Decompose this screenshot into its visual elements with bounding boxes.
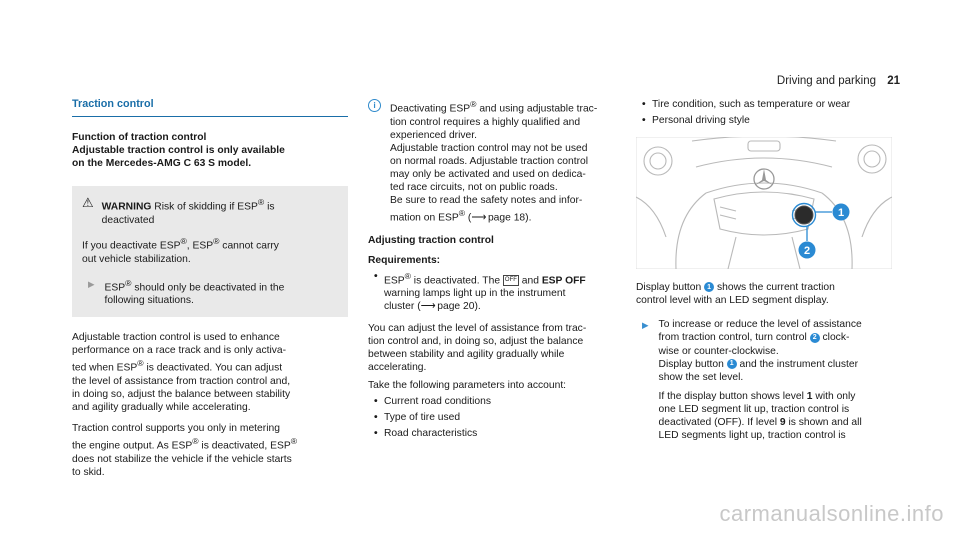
- steering-wheel-svg: [636, 137, 892, 269]
- warning-box: [72, 186, 348, 317]
- level-value: 1: [806, 390, 813, 402]
- text-fragment: and the instrument cluster: [736, 358, 859, 370]
- display-button-control: [793, 204, 816, 227]
- function-heading: Function of traction control: [72, 132, 207, 144]
- param-text: Type of tire used: [384, 412, 461, 424]
- step-instruction: [636, 318, 892, 442]
- text-line: Adjustable traction control is used to enhance: [72, 332, 280, 344]
- page-pointer-icon: ⟶: [420, 301, 435, 313]
- text-fragment: clock-: [819, 332, 850, 344]
- text-fragment: and using adjustable trac-: [476, 103, 598, 115]
- text-fragment: deactivated (OFF). If level: [658, 417, 780, 429]
- steering-wheel-illustration: [636, 137, 892, 269]
- text-line: and agility gradually while accelerating.: [72, 402, 251, 414]
- callout-2: [799, 242, 816, 259]
- text-line: Adjustable traction control may not be used: [390, 142, 588, 154]
- registered-mark: ®: [213, 235, 220, 246]
- warning-body-c: cannot carry: [219, 240, 279, 252]
- text-fragment: from traction control, turn control: [658, 332, 810, 344]
- column-1: [72, 98, 348, 479]
- text-line: on normal roads. Adjustable traction control: [390, 155, 589, 167]
- text-line: may only be activated and used on dedica-: [390, 168, 586, 180]
- text-fragment: the engine output. As ESP: [72, 440, 193, 452]
- text-line: To increase or reduce the level of assistance: [658, 319, 862, 331]
- text-line: accelerating.: [368, 361, 427, 373]
- header-section: Driving and parking: [776, 75, 876, 87]
- text-line: Be sure to read the safety notes and infor-: [390, 195, 583, 207]
- text-line: performance on a race track and is only activa-: [72, 345, 287, 357]
- level-value: 9: [779, 417, 786, 429]
- watermark: carmanualsonline.info: [719, 501, 944, 526]
- warning-label: WARNING: [101, 201, 152, 213]
- text-fragment: Display button: [636, 282, 705, 294]
- note-a: ESP: [104, 282, 126, 294]
- warning-body-a: If you deactivate ESP: [82, 240, 181, 252]
- callout-2-text: 2: [803, 245, 811, 258]
- page-reference-link[interactable]: page 20).: [434, 301, 481, 313]
- adjusting-heading: Adjusting traction control: [368, 234, 494, 246]
- param-text: Tire condition, such as temperature or wear: [652, 99, 851, 110]
- text-fragment: ted when ESP: [72, 362, 138, 374]
- text-line: experienced driver.: [390, 129, 478, 141]
- text-line: one LED segment lit up, traction control is: [658, 403, 850, 415]
- text-fragment: is deactivated. You can adjust: [143, 362, 283, 374]
- list-item: • Road characteristics: [374, 428, 478, 440]
- list-item: • Personal driving style: [642, 115, 750, 127]
- warning-body-line-2: out vehicle stabilization.: [82, 253, 191, 265]
- availability-line-1: Adjustable traction control is only available: [72, 145, 285, 157]
- page-header: [777, 75, 900, 87]
- requirements-label: Requirements:: [368, 254, 441, 266]
- registered-mark: ®: [192, 436, 199, 447]
- text-line: warning lamps light up in the instrument: [384, 288, 566, 300]
- registered-mark: ®: [125, 277, 132, 288]
- text-fragment: ESP: [384, 275, 405, 287]
- text-line: to skid.: [72, 466, 105, 478]
- esp-off-warning-icon: OFF: [503, 275, 519, 286]
- text-fragment: is shown and all: [785, 417, 862, 429]
- text-fragment: (: [465, 212, 472, 224]
- text-fragment: Deactivating ESP: [390, 103, 471, 115]
- page-pointer-icon: ⟶: [471, 212, 486, 224]
- registered-mark: ®: [290, 436, 298, 447]
- callout-1-text: 1: [837, 207, 845, 220]
- section-title: Traction control: [72, 98, 348, 117]
- text-line: show the set level.: [658, 371, 744, 383]
- param-text: Current road conditions: [384, 396, 492, 408]
- list-item: • Tire condition, such as temperature or wear: [642, 99, 851, 110]
- registered-mark: ®: [458, 208, 466, 219]
- text-fragment: If the display button shows level: [658, 390, 807, 402]
- parameters-list-cont: [636, 98, 892, 127]
- arrow-icon: ▶: [88, 278, 95, 289]
- text-line: tion control and, in doing so, adjust the balance: [368, 335, 584, 347]
- text-line: between stability and agility gradually while: [368, 348, 565, 360]
- param-text: Road characteristics: [384, 428, 478, 440]
- warning-line-2: deactivated: [101, 214, 155, 226]
- esp-off-label: ESP OFF: [541, 275, 586, 287]
- paragraph-1: [72, 331, 348, 414]
- callout-1-badge: 1: [727, 359, 737, 369]
- callout-1: [833, 204, 850, 221]
- callout-1-badge: 1: [704, 282, 714, 292]
- availability-line-2: on the Mercedes-AMG C 63 S model.: [72, 158, 252, 170]
- list-item: • Type of tire used: [374, 412, 461, 424]
- text-fragment: and: [518, 275, 542, 287]
- column-3: [636, 98, 892, 442]
- list-item: • Current road conditions: [374, 396, 492, 408]
- text-line: LED segments light up, traction control is: [658, 430, 846, 442]
- arrow-icon: ▶: [642, 320, 649, 331]
- text-line: wise or counter-clockwise.: [658, 345, 779, 357]
- display-paragraph: [636, 281, 892, 307]
- list-item: • ESP® is deactivated. The OFF and ESP OFF warning lamps light up in the instrument cluster (⟶ page 20).: [374, 270, 586, 313]
- note-line-2: following situations.: [104, 295, 194, 307]
- text-fragment: is deactivated, ESP: [198, 440, 291, 452]
- registered-mark: ®: [470, 99, 477, 109]
- note-b: should only be deactivated in the: [131, 282, 285, 294]
- text-fragment: is deactivated. The: [410, 275, 503, 287]
- text-line: control level with an LED segment display.: [636, 295, 829, 307]
- paragraph-adjust: [368, 322, 620, 392]
- warning-text-a: Risk of skidding if ESP: [151, 201, 258, 213]
- registered-mark: ®: [404, 270, 411, 281]
- text-fragment: mation on ESP: [390, 212, 459, 224]
- info-icon: i: [368, 99, 381, 112]
- warning-body-b: , ESP: [186, 240, 214, 252]
- page-reference-link[interactable]: page 18).: [485, 212, 532, 224]
- parameters-list: [368, 395, 620, 440]
- text-fragment: with only: [812, 390, 856, 402]
- info-note: [368, 98, 620, 225]
- warning-header: [82, 196, 336, 227]
- text-fragment: shows the current traction: [714, 282, 835, 294]
- text-fragment: cluster (: [384, 301, 421, 313]
- registered-mark: ®: [257, 197, 265, 208]
- text-line: You can adjust the level of assistance from trac-: [368, 322, 587, 334]
- text-line: does not stabilize the vehicle if the vehicle starts: [72, 453, 292, 465]
- warning-icon: ⚠: [82, 195, 94, 211]
- page-number: 21: [887, 75, 900, 87]
- text-line: Traction control supports you only in metering: [72, 423, 280, 435]
- text-line: Take the following parameters into account:: [368, 379, 567, 391]
- param-text: Personal driving style: [652, 115, 750, 127]
- text-line: tion control requires a highly qualified and: [390, 116, 581, 128]
- requirements-list: [368, 270, 620, 314]
- text-line: ted race circuits, not on public roads.: [390, 181, 558, 193]
- registered-mark: ®: [137, 358, 144, 369]
- text-line: in doing so, adjust the balance between stability: [72, 389, 291, 400]
- registered-mark: ®: [180, 235, 187, 246]
- warning-text-b: is: [264, 201, 275, 213]
- paragraph-2: [72, 422, 348, 479]
- column-2: [368, 98, 620, 440]
- warning-note: [82, 277, 336, 308]
- callout-2-badge: 2: [810, 333, 820, 343]
- text-fragment: Display button: [658, 358, 727, 370]
- text-line: the level of assistance from traction control and,: [72, 375, 291, 387]
